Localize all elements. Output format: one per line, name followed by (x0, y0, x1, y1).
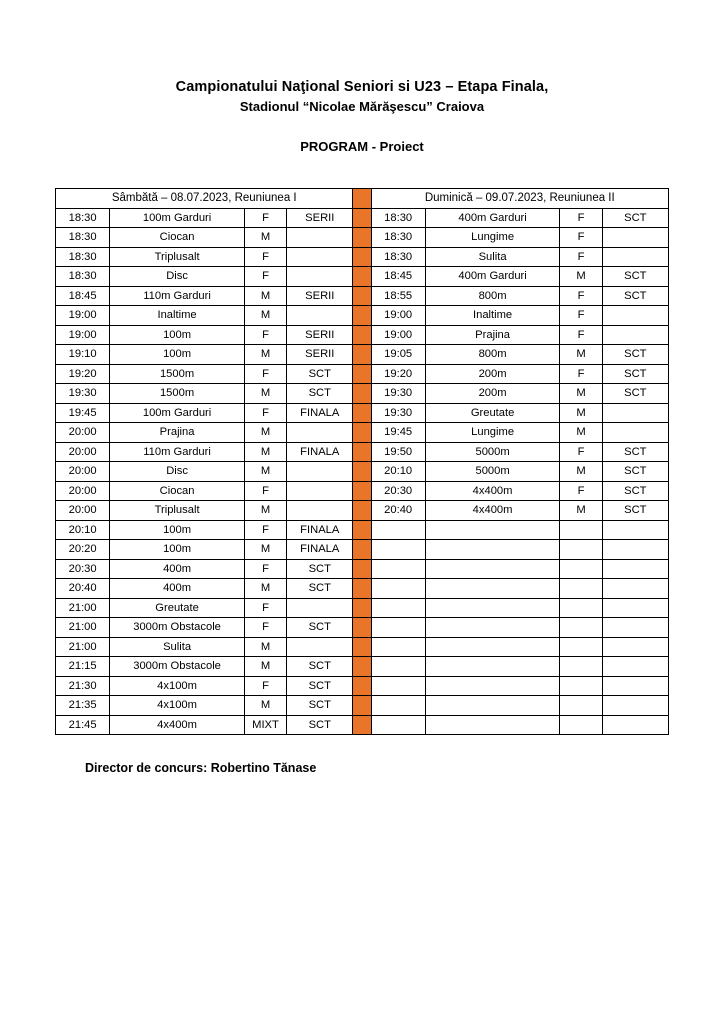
cell-event: 100m (110, 520, 245, 540)
table-row (56, 696, 669, 716)
table-header-row (56, 189, 669, 209)
cell-time: 21:45 (56, 715, 110, 735)
table-row (56, 598, 669, 618)
cell-time (371, 676, 425, 696)
table-row (56, 481, 669, 501)
cell-round: FINALA (287, 403, 353, 423)
cell-gender: F (560, 208, 602, 228)
cell-event: 400m (110, 579, 245, 599)
cell-time: 19:00 (56, 306, 110, 326)
cell-event: 110m Garduri (110, 442, 245, 462)
column-separator (353, 559, 371, 579)
cell-round (602, 676, 668, 696)
cell-gender: M (244, 462, 286, 482)
cell-event: 5000m (425, 442, 560, 462)
schedule-table-wrapper (55, 188, 669, 735)
cell-time: 21:35 (56, 696, 110, 716)
cell-round: SCT (602, 364, 668, 384)
cell-round: SCT (602, 208, 668, 228)
cell-time (371, 715, 425, 735)
cell-round: SCT (287, 618, 353, 638)
cell-gender: MIXT (244, 715, 286, 735)
cell-event: 5000m (425, 462, 560, 482)
cell-time: 19:30 (56, 384, 110, 404)
cell-time: 20:00 (56, 481, 110, 501)
cell-event: 4x400m (425, 501, 560, 521)
cell-round (287, 481, 353, 501)
cell-time: 21:30 (56, 676, 110, 696)
cell-event: 1500m (110, 364, 245, 384)
column-separator (353, 247, 371, 267)
cell-gender: F (244, 325, 286, 345)
cell-event (425, 540, 560, 560)
table-header (56, 189, 669, 209)
cell-round: SCT (602, 462, 668, 482)
column-separator (353, 715, 371, 735)
cell-gender: F (244, 481, 286, 501)
cell-round (602, 520, 668, 540)
cell-time: 19:30 (371, 384, 425, 404)
cell-round: SERII (287, 286, 353, 306)
program-label: PROGRAM - Proiect (300, 139, 424, 155)
cell-event: Triplusalt (110, 501, 245, 521)
cell-gender: M (560, 501, 602, 521)
cell-round: SCT (287, 696, 353, 716)
cell-gender: F (560, 306, 602, 326)
cell-round (602, 306, 668, 326)
cell-time (371, 579, 425, 599)
cell-gender: F (244, 559, 286, 579)
cell-gender: M (244, 286, 286, 306)
column-separator (353, 306, 371, 326)
cell-round (602, 637, 668, 657)
cell-event: 4x100m (110, 676, 245, 696)
table-row (56, 306, 669, 326)
cell-time: 18:45 (56, 286, 110, 306)
column-separator (353, 286, 371, 306)
cell-gender (560, 579, 602, 599)
cell-time: 20:30 (56, 559, 110, 579)
day1-header: Sâmbătă – 08.07.2023, Reuniunea I (56, 189, 353, 209)
cell-gender: F (244, 247, 286, 267)
table-row (56, 364, 669, 384)
cell-time: 21:00 (56, 618, 110, 638)
cell-event (425, 579, 560, 599)
cell-round: SCT (602, 384, 668, 404)
cell-event: 800m (425, 345, 560, 365)
table-row (56, 579, 669, 599)
cell-event (425, 676, 560, 696)
table-row (56, 559, 669, 579)
table-row (56, 228, 669, 248)
column-separator (353, 598, 371, 618)
page-subtitle-venue: Stadionul “Nicolae Mărăşescu” Craiova (239, 98, 485, 114)
cell-event: Lungime (425, 423, 560, 443)
column-separator (353, 325, 371, 345)
cell-round (602, 618, 668, 638)
cell-time: 19:50 (371, 442, 425, 462)
cell-round (287, 637, 353, 657)
cell-event: Prajina (425, 325, 560, 345)
column-separator (353, 520, 371, 540)
cell-round: FINALA (287, 520, 353, 540)
table-row (56, 637, 669, 657)
cell-time: 20:00 (56, 462, 110, 482)
cell-time: 19:20 (371, 364, 425, 384)
column-separator (353, 423, 371, 443)
cell-time: 18:30 (371, 247, 425, 267)
cell-event: 3000m Obstacole (110, 657, 245, 677)
cell-time: 21:00 (56, 637, 110, 657)
cell-gender: F (244, 403, 286, 423)
cell-round (602, 540, 668, 560)
cell-gender: F (560, 228, 602, 248)
cell-event: 100m (110, 325, 245, 345)
cell-gender: F (244, 208, 286, 228)
table-row (56, 442, 669, 462)
cell-round: SCT (602, 267, 668, 287)
cell-round: SCT (287, 715, 353, 735)
table-row (56, 715, 669, 735)
cell-gender (560, 696, 602, 716)
cell-time: 19:30 (371, 403, 425, 423)
table-body (56, 208, 669, 735)
cell-round: SCT (602, 481, 668, 501)
cell-gender: M (244, 540, 286, 560)
cell-event: 4x400m (110, 715, 245, 735)
cell-event: Disc (110, 267, 245, 287)
cell-time (371, 540, 425, 560)
column-separator (353, 618, 371, 638)
cell-event: 100m Garduri (110, 403, 245, 423)
cell-round (602, 715, 668, 735)
cell-event: 400m (110, 559, 245, 579)
cell-time: 19:00 (371, 325, 425, 345)
column-separator (353, 442, 371, 462)
cell-round: SCT (602, 345, 668, 365)
cell-gender (560, 676, 602, 696)
cell-event: Triplusalt (110, 247, 245, 267)
cell-event: 110m Garduri (110, 286, 245, 306)
table-row (56, 540, 669, 560)
cell-gender: M (560, 267, 602, 287)
column-separator (353, 208, 371, 228)
cell-time: 18:30 (371, 208, 425, 228)
cell-round (602, 247, 668, 267)
title-block (0, 0, 724, 154)
cell-time: 18:30 (56, 228, 110, 248)
cell-round (287, 501, 353, 521)
cell-round (287, 228, 353, 248)
cell-event (425, 715, 560, 735)
cell-time (371, 637, 425, 657)
cell-gender: F (244, 598, 286, 618)
cell-event (425, 598, 560, 618)
cell-time (371, 520, 425, 540)
cell-gender (560, 715, 602, 735)
cell-round (602, 559, 668, 579)
column-separator (353, 676, 371, 696)
cell-event: 1500m (110, 384, 245, 404)
cell-round: FINALA (287, 442, 353, 462)
cell-time: 18:30 (371, 228, 425, 248)
cell-time: 20:20 (56, 540, 110, 560)
cell-event: 800m (425, 286, 560, 306)
cell-gender (560, 559, 602, 579)
cell-round (287, 247, 353, 267)
cell-round: SCT (602, 442, 668, 462)
table-row (56, 247, 669, 267)
cell-time: 20:00 (56, 442, 110, 462)
table-row (56, 286, 669, 306)
cell-event: 200m (425, 384, 560, 404)
table-row (56, 657, 669, 677)
cell-gender: M (560, 423, 602, 443)
cell-event: Sulita (425, 247, 560, 267)
column-separator (353, 345, 371, 365)
column-separator (353, 267, 371, 287)
cell-time: 20:40 (56, 579, 110, 599)
cell-round: FINALA (287, 540, 353, 560)
cell-gender: M (244, 423, 286, 443)
cell-event: Greutate (110, 598, 245, 618)
cell-round: SERII (287, 345, 353, 365)
cell-time: 21:15 (56, 657, 110, 677)
column-separator (353, 637, 371, 657)
cell-round (287, 267, 353, 287)
cell-event (425, 559, 560, 579)
cell-gender: M (560, 345, 602, 365)
table-row (56, 462, 669, 482)
cell-time: 20:30 (371, 481, 425, 501)
cell-time (371, 559, 425, 579)
cell-time (371, 696, 425, 716)
page-title: Campionatului Naţional Seniori si U23 – Etapa Finala, (175, 79, 549, 95)
cell-time: 20:10 (56, 520, 110, 540)
column-separator (353, 579, 371, 599)
cell-round: SCT (287, 657, 353, 677)
cell-gender: F (244, 520, 286, 540)
cell-gender (560, 618, 602, 638)
cell-gender (560, 598, 602, 618)
cell-time: 18:30 (56, 208, 110, 228)
cell-round (602, 657, 668, 677)
cell-time: 19:10 (56, 345, 110, 365)
cell-round (287, 423, 353, 443)
cell-round: SCT (287, 676, 353, 696)
cell-time: 20:40 (371, 501, 425, 521)
cell-time: 20:00 (56, 501, 110, 521)
cell-round (602, 579, 668, 599)
column-separator (353, 403, 371, 423)
cell-round (287, 306, 353, 326)
cell-round: SCT (287, 364, 353, 384)
cell-time: 19:45 (56, 403, 110, 423)
cell-event: Prajina (110, 423, 245, 443)
cell-event (425, 696, 560, 716)
cell-gender: F (560, 442, 602, 462)
cell-gender: M (244, 345, 286, 365)
column-separator (353, 462, 371, 482)
cell-event: 200m (425, 364, 560, 384)
cell-event: 100m (110, 345, 245, 365)
cell-round: SCT (602, 286, 668, 306)
cell-event: 4x400m (425, 481, 560, 501)
cell-time: 19:45 (371, 423, 425, 443)
cell-gender: F (560, 286, 602, 306)
cell-time: 18:55 (371, 286, 425, 306)
cell-event: 4x100m (110, 696, 245, 716)
table-row (56, 423, 669, 443)
cell-event: 100m (110, 540, 245, 560)
table-row (56, 325, 669, 345)
table-row (56, 501, 669, 521)
cell-time: 19:00 (371, 306, 425, 326)
table-row (56, 267, 669, 287)
cell-time (371, 598, 425, 618)
cell-gender: M (560, 403, 602, 423)
table-row (56, 618, 669, 638)
cell-round (602, 696, 668, 716)
cell-gender: F (244, 267, 286, 287)
cell-gender: M (244, 696, 286, 716)
column-separator (353, 657, 371, 677)
table-row (56, 520, 669, 540)
cell-round (602, 598, 668, 618)
cell-gender (560, 657, 602, 677)
cell-gender: F (560, 325, 602, 345)
cell-event: Ciocan (110, 228, 245, 248)
column-separator (353, 481, 371, 501)
cell-event (425, 618, 560, 638)
column-separator (353, 384, 371, 404)
day2-header: Duminică – 09.07.2023, Reuniunea II (371, 189, 668, 209)
cell-gender: M (244, 442, 286, 462)
table-row (56, 403, 669, 423)
cell-time: 18:45 (371, 267, 425, 287)
cell-gender: M (560, 384, 602, 404)
cell-gender: F (244, 618, 286, 638)
cell-round (602, 423, 668, 443)
cell-event: 3000m Obstacole (110, 618, 245, 638)
schedule-table (55, 188, 669, 735)
cell-time: 18:30 (56, 267, 110, 287)
cell-gender: M (560, 462, 602, 482)
cell-time: 18:30 (56, 247, 110, 267)
cell-time (371, 657, 425, 677)
cell-gender (560, 637, 602, 657)
cell-round (602, 325, 668, 345)
cell-time: 19:00 (56, 325, 110, 345)
table-row (56, 676, 669, 696)
cell-event: Greutate (425, 403, 560, 423)
cell-event (425, 637, 560, 657)
cell-gender: M (244, 384, 286, 404)
cell-round: SERII (287, 325, 353, 345)
cell-gender: F (560, 247, 602, 267)
cell-gender: F (560, 364, 602, 384)
column-separator (353, 540, 371, 560)
cell-time: 20:10 (371, 462, 425, 482)
cell-round (602, 403, 668, 423)
cell-gender: F (244, 676, 286, 696)
cell-time: 21:00 (56, 598, 110, 618)
cell-gender: M (244, 228, 286, 248)
table-row (56, 384, 669, 404)
cell-round: SCT (602, 501, 668, 521)
cell-time: 20:00 (56, 423, 110, 443)
cell-gender: M (244, 306, 286, 326)
cell-gender: M (244, 501, 286, 521)
cell-event: Ciocan (110, 481, 245, 501)
column-separator (353, 501, 371, 521)
cell-gender: M (244, 657, 286, 677)
cell-event: Disc (110, 462, 245, 482)
table-row (56, 208, 669, 228)
column-separator (353, 696, 371, 716)
cell-event: Inaltime (425, 306, 560, 326)
cell-event: 100m Garduri (110, 208, 245, 228)
cell-event: Lungime (425, 228, 560, 248)
cell-gender: M (244, 579, 286, 599)
cell-time: 19:20 (56, 364, 110, 384)
table-row (56, 345, 669, 365)
cell-event: 400m Garduri (425, 208, 560, 228)
cell-event: Inaltime (110, 306, 245, 326)
cell-gender: M (244, 637, 286, 657)
cell-round (602, 228, 668, 248)
cell-round: SERII (287, 208, 353, 228)
column-separator (353, 364, 371, 384)
cell-event: 400m Garduri (425, 267, 560, 287)
cell-gender: F (560, 481, 602, 501)
cell-time: 19:05 (371, 345, 425, 365)
cell-time (371, 618, 425, 638)
cell-round: SCT (287, 579, 353, 599)
column-separator (353, 189, 371, 209)
cell-gender (560, 520, 602, 540)
cell-round: SCT (287, 559, 353, 579)
cell-event: Sulita (110, 637, 245, 657)
cell-round (287, 598, 353, 618)
cell-gender (560, 540, 602, 560)
cell-round (287, 462, 353, 482)
cell-gender: F (244, 364, 286, 384)
cell-event (425, 657, 560, 677)
cell-round: SCT (287, 384, 353, 404)
director-line: Director de concurs: Robertino Tănase (85, 761, 317, 776)
column-separator (353, 228, 371, 248)
cell-event (425, 520, 560, 540)
